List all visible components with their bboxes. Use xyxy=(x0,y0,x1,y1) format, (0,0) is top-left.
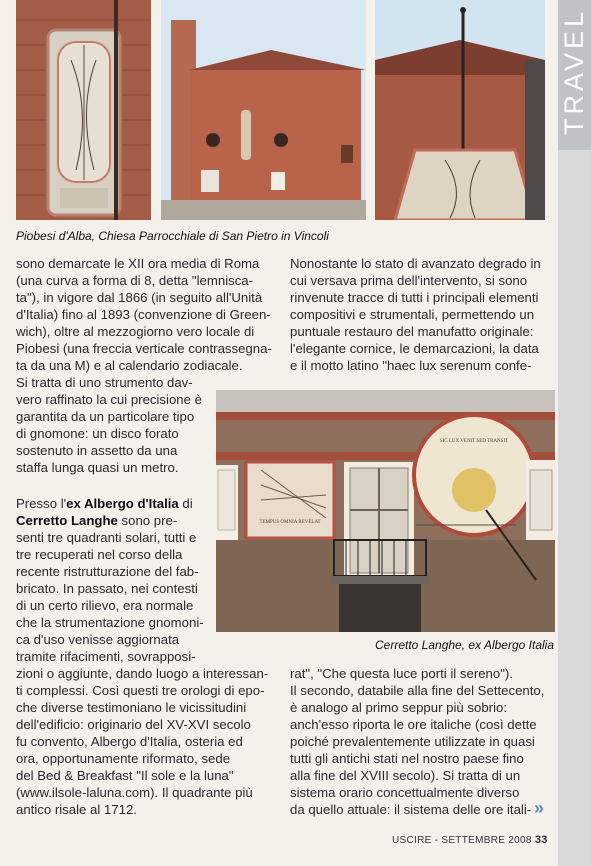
text-line: vero raffinato la cui precisione è xyxy=(16,392,202,407)
text-line: l'elegante cornice, le demarcazioni, la data xyxy=(290,341,539,356)
text-line: e il motto latino "haec lux serenum confe- xyxy=(290,358,532,373)
text-line: Piobesi (una freccia verticale contrassegna- xyxy=(16,341,272,356)
text-line: d'Italia) fino al 1893 (convenzione di Green- xyxy=(16,307,271,322)
text-line: da quello attuale: il sistema delle ore itali- xyxy=(290,802,532,817)
text-line: puntuale restauro del manufatto originale: xyxy=(290,324,534,339)
text-line-lead2 xyxy=(16,512,278,529)
text-line: alla fine del XVIII secolo). Si tratta di un xyxy=(290,768,521,783)
text-line: tutti gli antichi stati nel nostro paese fino xyxy=(290,751,524,766)
lead-intro: Presso l' xyxy=(16,496,67,511)
text-line: (www.ilsole-laluna.com). Il quadrante più xyxy=(16,785,253,800)
photo-sundial-gable xyxy=(375,0,545,220)
section-label: TRAVEL xyxy=(559,7,589,135)
text-line: ta da una M) e al calendario zodiacale. xyxy=(16,358,243,373)
caption-top: Piobesi d'Alba, Chiesa Parrocchiale di San Pietro in Vincoli xyxy=(16,229,329,243)
text-line: zioni o aggiunte, dando luogo a interessan- xyxy=(16,666,269,681)
text-line: ta"), in vigore dal 1866 (in seguito all'Unità xyxy=(16,290,263,305)
column-right-top xyxy=(290,255,552,374)
text-line: di un certo rilievo, era normale xyxy=(16,598,194,613)
church-illustration xyxy=(161,0,366,220)
text-line: sostenuto in assetto da una xyxy=(16,443,178,458)
text-line-lead xyxy=(16,495,278,512)
text-line: Si tratta di uno strumento dav- xyxy=(16,375,193,390)
text-line: sistema orario concettualmente diverso xyxy=(290,785,520,800)
text-line: è analogo al primo seppur più sobrio: xyxy=(290,700,507,715)
sundial-pillar-illustration xyxy=(16,0,151,220)
page-number: 33 xyxy=(534,834,548,846)
text-line: bricato. In passato, nei contesti xyxy=(16,581,198,596)
section-sidebar xyxy=(558,0,591,866)
text-line: anch'esso riporta le ore italiche (così dette xyxy=(290,717,537,732)
text-line: che la strumentazione gnomoni- xyxy=(16,615,204,630)
text-line: rat", "Che questa luce porti il sereno"). xyxy=(290,666,513,681)
text-line: Nonostante lo stato di avanzato degrado in xyxy=(290,256,541,271)
text-line: rinvenute tracce di tutti i principali elementi xyxy=(290,290,539,305)
text-line: garantita da un particolare tipo xyxy=(16,409,195,424)
lead-mid: di xyxy=(178,496,193,511)
photo-sundial-pillar xyxy=(16,0,151,220)
section-tab xyxy=(558,0,591,150)
column-right-bottom xyxy=(290,665,552,818)
text-line: che diverse testimoniano le vicissitudini xyxy=(16,700,247,715)
text-line: sono demarcate le XII ora media di Roma xyxy=(16,256,260,271)
lead-bold-place: ex Albergo d'Italia xyxy=(66,496,179,511)
continue-arrow-icon: » xyxy=(534,798,545,818)
text-line: tramite rifacimenti, sovrapposi- xyxy=(16,649,196,664)
text-line: wich), oltre al mezzogiorno vero locale di xyxy=(16,324,255,339)
text-line: Il secondo, databile alla fine del Settecento, xyxy=(290,683,545,698)
text-line: cui versava prima dell'intervento, si sono xyxy=(290,273,528,288)
sundial-motto-b: SIC LUX VENIT SED TRANSIT xyxy=(439,439,509,444)
column-left-bottom xyxy=(16,495,278,818)
text-line: antico risale al 1712. xyxy=(16,802,137,817)
text-line: compositivi e strumentali, permettendo un xyxy=(290,307,535,322)
text-line: ora, opportunamente riformato, sede xyxy=(16,751,231,766)
text-line: poiché prevalentemente utilizzate in quasi xyxy=(290,734,535,749)
text-line: di gnomone: un disco forato xyxy=(16,426,179,441)
lead-bold-town: Cerretto Langhe xyxy=(16,513,118,528)
lead-rest: sono pre- xyxy=(117,513,178,528)
text-line: dell'edificio: originario del XV-XVI secolo xyxy=(16,717,251,732)
photo-church xyxy=(161,0,366,220)
text-line: tre recuperati nel corso della xyxy=(16,547,183,562)
footer-issue: USCIRE - SETTEMBRE 2008 xyxy=(392,835,532,846)
text-line: fu convento, Albergo d'Italia, osteria ed xyxy=(16,734,243,749)
text-line: ti complessi. Così questi tre orologi di epo- xyxy=(16,683,265,698)
text-line: staffa lunga quasi un metro. xyxy=(16,460,179,475)
caption-mid: Cerretto Langhe, ex Albergo Italia xyxy=(375,638,554,652)
page-footer xyxy=(392,834,548,846)
text-line: ca d'uso venisse aggiornata xyxy=(16,632,180,647)
text-line: (una curva a forma di 8, detta "lemnisca- xyxy=(16,273,254,288)
text-line: del Bed & Breakfast "Il sole e la luna" xyxy=(16,768,234,783)
sundial-motto-a: TEMPUS OMNIA REVELAT xyxy=(259,520,321,525)
text-line: recente ristrutturazione del fab- xyxy=(16,564,199,579)
text-line: senti tre quadranti solari, tutti e xyxy=(16,530,197,545)
sundial-gable-illustration xyxy=(375,0,545,220)
